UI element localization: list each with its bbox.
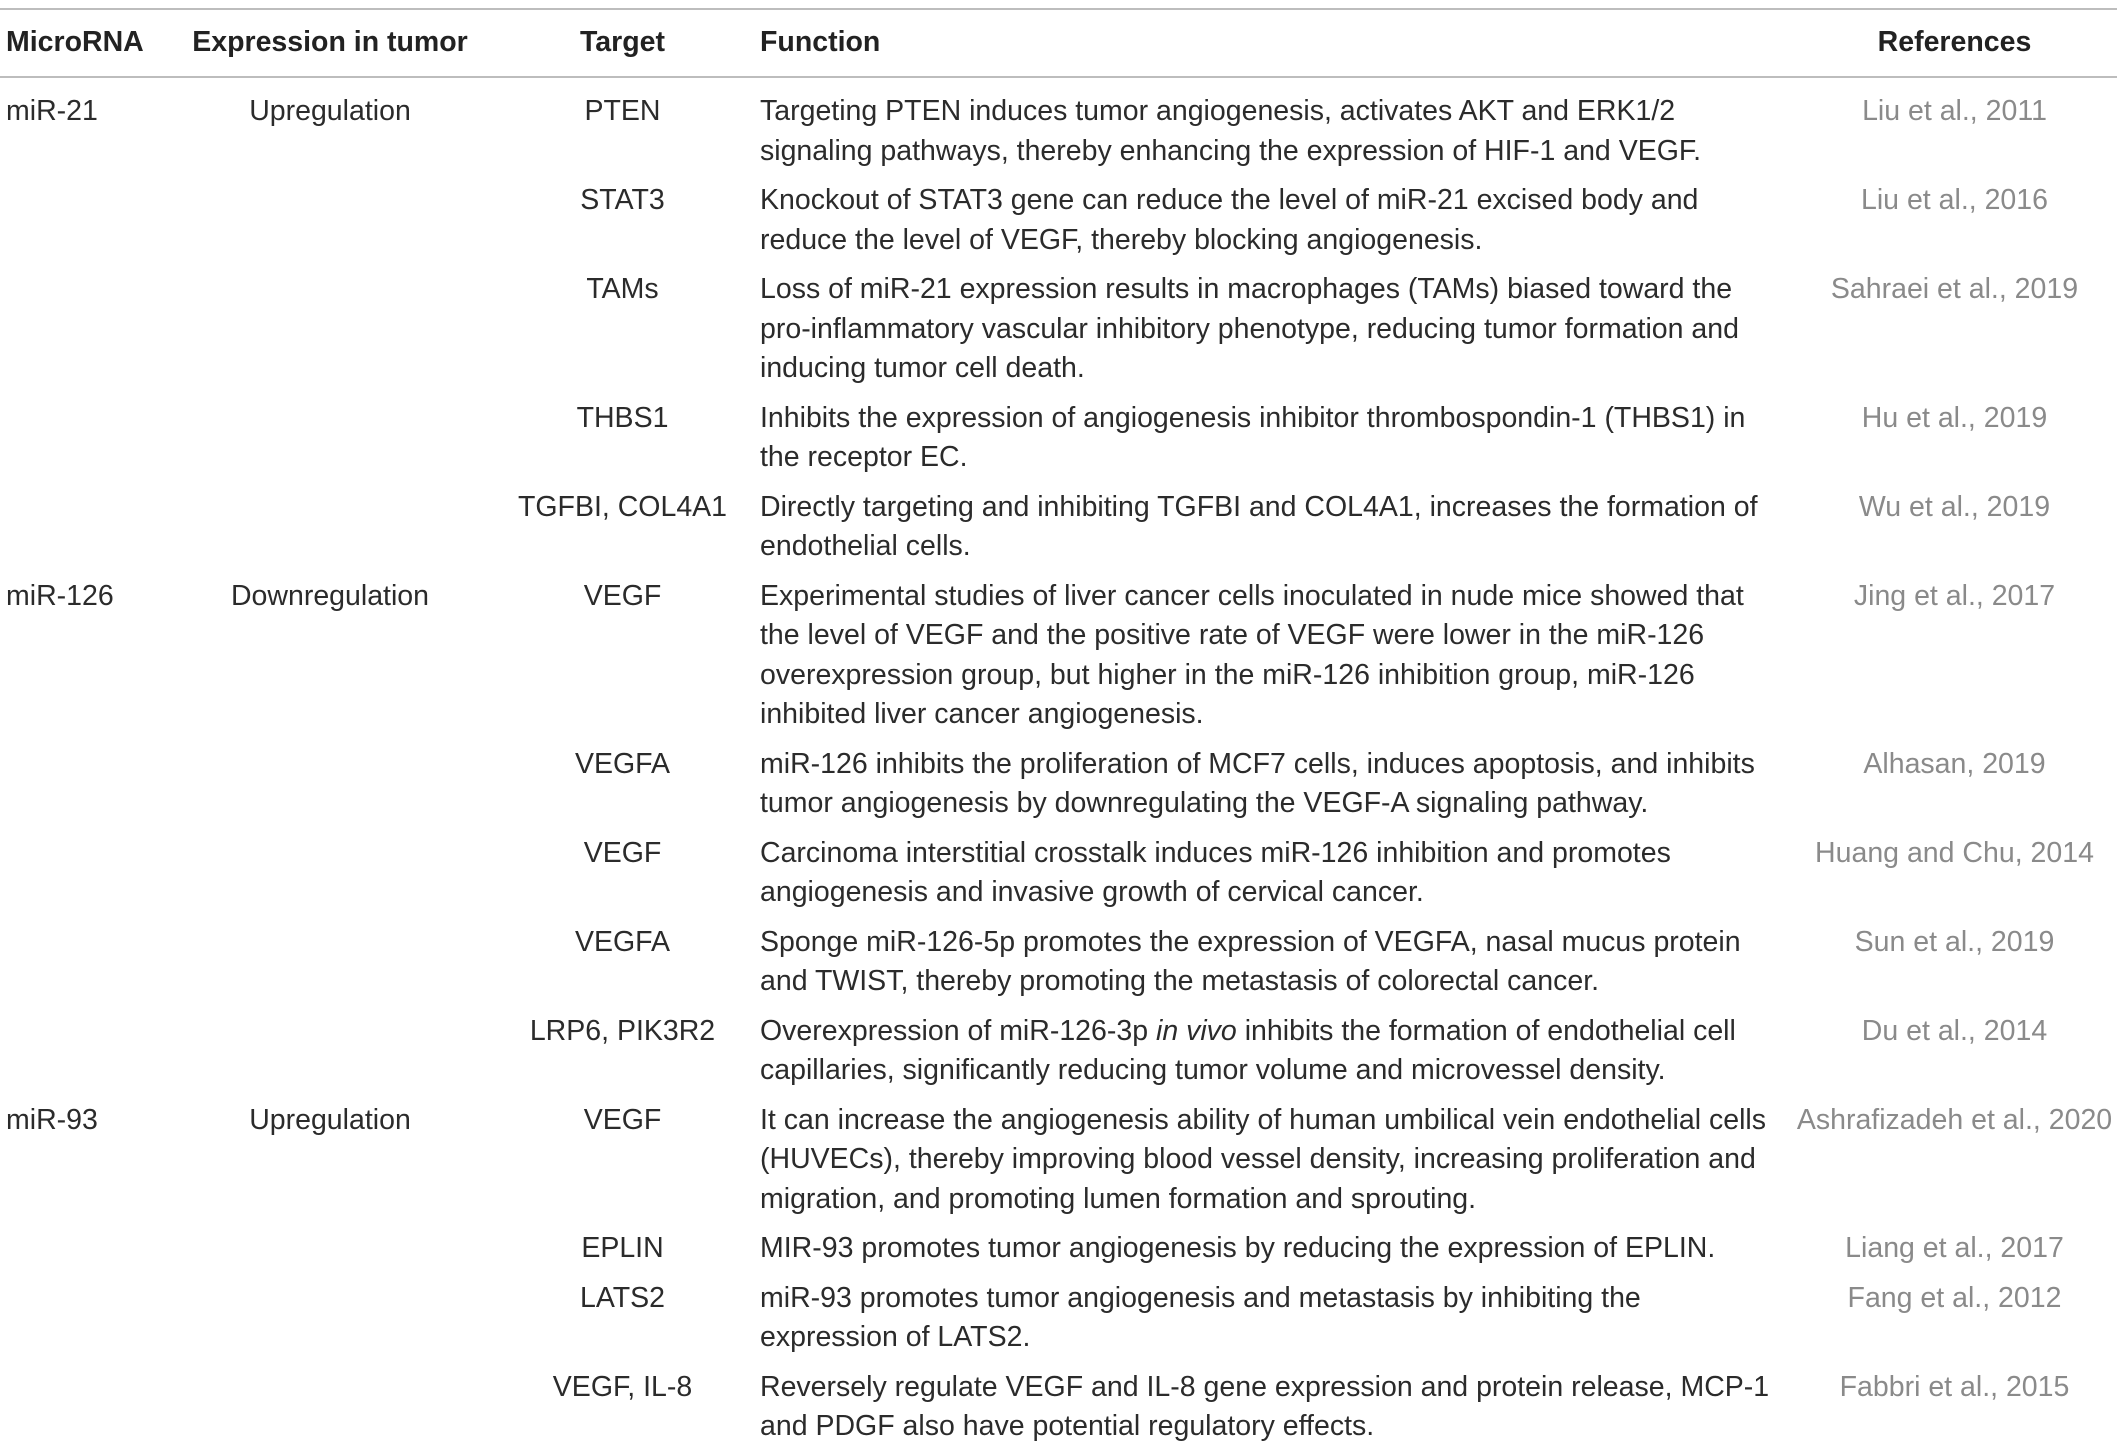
cell-function: Targeting PTEN induces tumor angiogenesis, activates AKT and ERK1/2 signaling pathways, thereby enhancing the expression of HIF-1 and VEGF. [760, 95, 1702, 167]
cell-target: STAT3 [580, 184, 665, 216]
cell-function: MIR-93 promotes tumor angiogenesis by reducing the expression of EPLIN. [760, 1232, 1716, 1264]
cell-microrna [0, 175, 160, 264]
cell-target: PTEN [584, 95, 661, 127]
cell-target: VEGF [583, 579, 662, 612]
cell-target: VEGF [583, 1103, 662, 1136]
function-text-pre: Overexpression of miR-126-3p [760, 1014, 1156, 1047]
cell-reference: Fabbri et al., 2015 [1839, 1370, 2070, 1403]
cell-expression: Upregulation [249, 1103, 411, 1136]
microrna-table [0, 8, 2117, 1451]
cell-function: Knockout of STAT3 gene can reduce the level of miR-21 excised body and reduce the level of VEGF, thereby blocking angiogenesis. [760, 184, 1699, 256]
header-microrna: MicroRNA [6, 26, 144, 59]
table-row [0, 175, 2117, 264]
cell-function: Loss of miR-21 expression results in macrophages (TAMs) biased toward the pro-inflammatory vascular inhibitory phenotype, reducing tumor formation and inducing tumor cell death. [760, 273, 1739, 384]
cell-reference: Liu et al., 2011 [1862, 95, 2047, 127]
cell-microrna [0, 828, 160, 917]
cell-microrna: miR-126 [6, 579, 114, 612]
header-references: References [1877, 26, 2032, 59]
table-row [0, 1223, 2117, 1273]
cell-expression [160, 482, 500, 571]
table-row [0, 1362, 2117, 1451]
header-function: Function [760, 26, 881, 59]
table-row [0, 482, 2117, 571]
cell-target: LRP6, PIK3R2 [529, 1014, 716, 1047]
cell-microrna: miR-21 [6, 95, 98, 127]
cell-expression [160, 1362, 500, 1451]
cell-reference: Du et al., 2014 [1861, 1014, 2048, 1047]
cell-expression [160, 1006, 500, 1095]
table-row [0, 917, 2117, 1006]
table-row [0, 828, 2117, 917]
cell-target: VEGFA [574, 925, 671, 958]
cell-function: miR-93 promotes tumor angiogenesis and metastasis by inhibiting the expression of LATS2. [760, 1281, 1641, 1353]
cell-reference: Liang et al., 2017 [1845, 1232, 2064, 1264]
cell-reference: Sahraei et al., 2019 [1830, 273, 2079, 305]
table-row [0, 77, 2117, 175]
cell-function: Carcinoma interstitial crosstalk induces miR-126 inhibition and promotes angiogenesis and invasive growth of cervical cancer. [760, 836, 1671, 908]
cell-microrna [0, 739, 160, 828]
cell-target: THBS1 [576, 401, 669, 434]
function-text-italic: in vivo [1156, 1014, 1237, 1047]
cell-expression: Downregulation [230, 579, 430, 612]
cell-expression [160, 739, 500, 828]
cell-microrna [0, 1006, 160, 1095]
cell-target: VEGF, IL-8 [552, 1370, 693, 1403]
cell-microrna [0, 1223, 160, 1273]
table-row [0, 264, 2117, 393]
cell-microrna: miR-93 [6, 1103, 98, 1136]
cell-microrna [0, 917, 160, 1006]
cell-target: VEGF [583, 836, 662, 869]
header-expression: Expression in tumor [192, 26, 468, 59]
cell-microrna [0, 482, 160, 571]
cell-expression [160, 1273, 500, 1362]
table-row [0, 571, 2117, 739]
cell-microrna [0, 1273, 160, 1362]
cell-function: It can increase the angiogenesis ability of human umbilical vein endothelial cells (HUVECs), thereby improving blood vessel density, increasing proliferation and migration, and promoting lumen formation and sprouting. [760, 1103, 1767, 1215]
cell-function: Directly targeting and inhibiting TGFBI and COL4A1, increases the formation of endothelial cells. [760, 490, 1758, 562]
cell-expression [160, 393, 500, 482]
cell-reference: Wu et al., 2019 [1858, 490, 2051, 523]
header-target: Target [580, 26, 665, 59]
cell-reference: Ashrafizadeh et al., 2020 [1796, 1103, 2113, 1136]
table-header-row [0, 9, 2117, 77]
cell-reference: Jing et al., 2017 [1853, 579, 2056, 612]
cell-target: EPLIN [581, 1232, 664, 1264]
function-text-post: inhibits the formation of endothelial cell capillaries, significantly reducing tumor volume and microvessel density. [760, 1014, 1736, 1086]
cell-expression [160, 1223, 500, 1273]
table-row [0, 1273, 2117, 1362]
cell-reference: Hu et al., 2019 [1861, 401, 2048, 434]
table-row [0, 393, 2117, 482]
cell-microrna [0, 1362, 160, 1451]
cell-expression: Upregulation [249, 95, 411, 127]
cell-function: Inhibits the expression of angiogenesis inhibitor thrombospondin-1 (THBS1) in the receptor EC. [760, 401, 1746, 473]
table-row [0, 1006, 2117, 1095]
table-row [0, 1095, 2117, 1224]
cell-function [745, 1006, 1792, 1095]
cell-expression [160, 175, 500, 264]
table-row [0, 739, 2117, 828]
cell-expression [160, 828, 500, 917]
cell-reference: Fang et al., 2012 [1847, 1281, 2062, 1314]
cell-reference: Alhasan, 2019 [1863, 747, 2046, 780]
cell-target: VEGFA [574, 747, 671, 780]
cell-target: TAMs [586, 273, 659, 305]
cell-reference: Sun et al., 2019 [1854, 925, 2055, 958]
cell-microrna [0, 264, 160, 393]
cell-expression [160, 917, 500, 1006]
cell-function: Reversely regulate VEGF and IL-8 gene expression and protein release, MCP-1 and PDGF also have potential regulatory effects. [760, 1370, 1770, 1442]
cell-reference: Huang and Chu, 2014 [1815, 836, 2094, 869]
cell-reference: Liu et al., 2016 [1861, 184, 2048, 216]
cell-target: LATS2 [579, 1281, 665, 1314]
cell-target: TGFBI, COL4A1 [517, 490, 728, 523]
cell-microrna [0, 393, 160, 482]
cell-function: miR-126 inhibits the proliferation of MCF7 cells, induces apoptosis, and inhibits tumor angiogenesis by downregulating the VEGF-A signaling pathway. [760, 747, 1755, 819]
cell-function: Sponge miR-126-5p promotes the expression of VEGFA, nasal mucus protein and TWIST, thereby promoting the metastasis of colorectal cancer. [760, 925, 1741, 997]
cell-function: Experimental studies of liver cancer cells inoculated in nude mice showed that the level of VEGF and the positive rate of VEGF were lower in the miR-126 overexpression group, but higher in the miR-126 inhibition group, miR-126 inhibited liver cancer angiogenesis. [760, 579, 1744, 730]
cell-expression [160, 264, 500, 393]
